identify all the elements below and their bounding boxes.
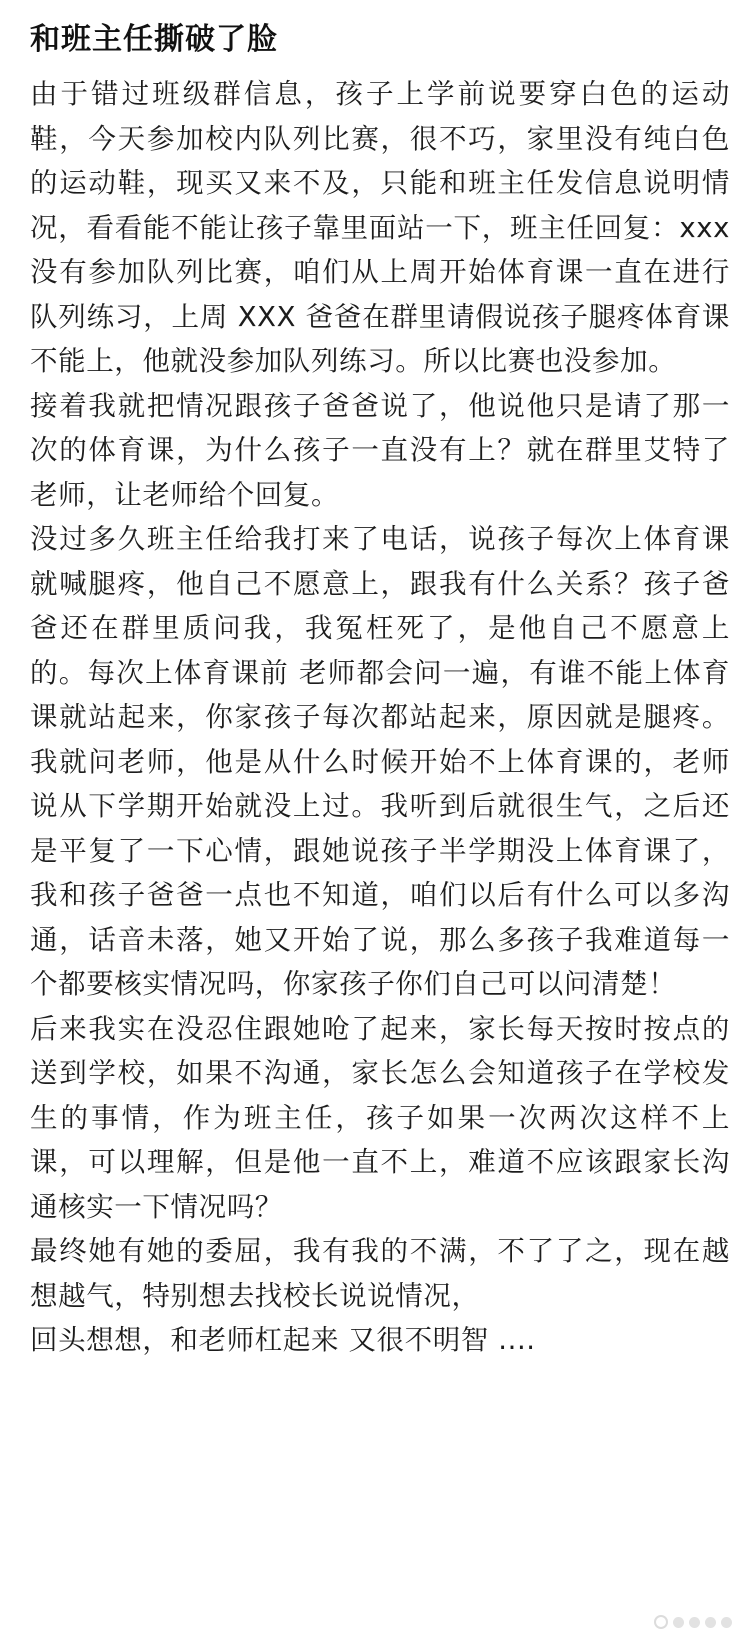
watermark-dot-icon <box>705 1617 716 1628</box>
paragraph: 最终她有她的委屈，我有我的不满，不了了之，现在越想越气，特别想去找校长说说情况， <box>30 1235 730 1312</box>
article-body <box>30 72 730 1363</box>
watermark-dot-icon <box>673 1617 684 1628</box>
paragraph: 回头想想，和老师杠起来 又很不明智 .... <box>30 1324 536 1356</box>
article <box>30 18 730 1363</box>
watermark-dot-icon <box>689 1617 700 1628</box>
article-title: 和班主任撕破了脸 <box>30 22 278 57</box>
paragraph: 没过多久班主任给我打来了电话，说孩子每次上体育课就喊腿疼，他自己不愿意上，跟我有什么关系？孩子爸爸还在群里质问我，我冤枉死了，是他自己不愿意上的。每次上体育课前 老师都会问一遍，有谁不能上体育课就站起来，你家孩子每次都站起来，原因就是腿疼。我就问老师，他是从什么时候开始不上体育课的，老师说从下学期开始就没上过。我听到后就很生气，之后还是平复了一下心情，跟她说孩子半学期没上体育课了，我和孩子爸爸一点也不知道，咱们以后有什么可以多沟通，话音未落，她又开始了说，那么多孩子我难道每一个都要核实情况吗，你家孩子你们自己可以问清楚！ <box>30 523 730 1000</box>
paragraph: 由于错过班级群信息，孩子上学前说要穿白色的运动鞋，今天参加校内队列比赛，很不巧，家里没有纯白色的运动鞋，现买又来不及，只能和班主任发信息说明情况，看看能不能让孩子靠里面站一下，班主任回复：xxx 没有参加队列比赛，咱们从上周开始体育课一直在进行队列练习，上周 XXX 爸爸在群里请假说孩子腿疼体育课不能上，他就没参加队列练习。所以比赛也没参加。 <box>30 78 730 377</box>
paragraph: 接着我就把情况跟孩子爸爸说了，他说他只是请了那一次的体育课，为什么孩子一直没有上？就在群里艾特了老师，让老师给个回复。 <box>30 389 730 511</box>
watermark <box>654 1615 732 1629</box>
watermark-logo-icon <box>654 1615 668 1629</box>
paragraph: 后来我实在没忍住跟她呛了起来，家长每天按时按点的送到学校，如果不沟通，家长怎么会知道孩子在学校发生的事情，作为班主任，孩子如果一次两次这样不上课，可以理解，但是他一直不上，难道不应该跟家长沟通核实一下情况吗？ <box>30 1012 730 1223</box>
watermark-dot-icon <box>721 1617 732 1628</box>
